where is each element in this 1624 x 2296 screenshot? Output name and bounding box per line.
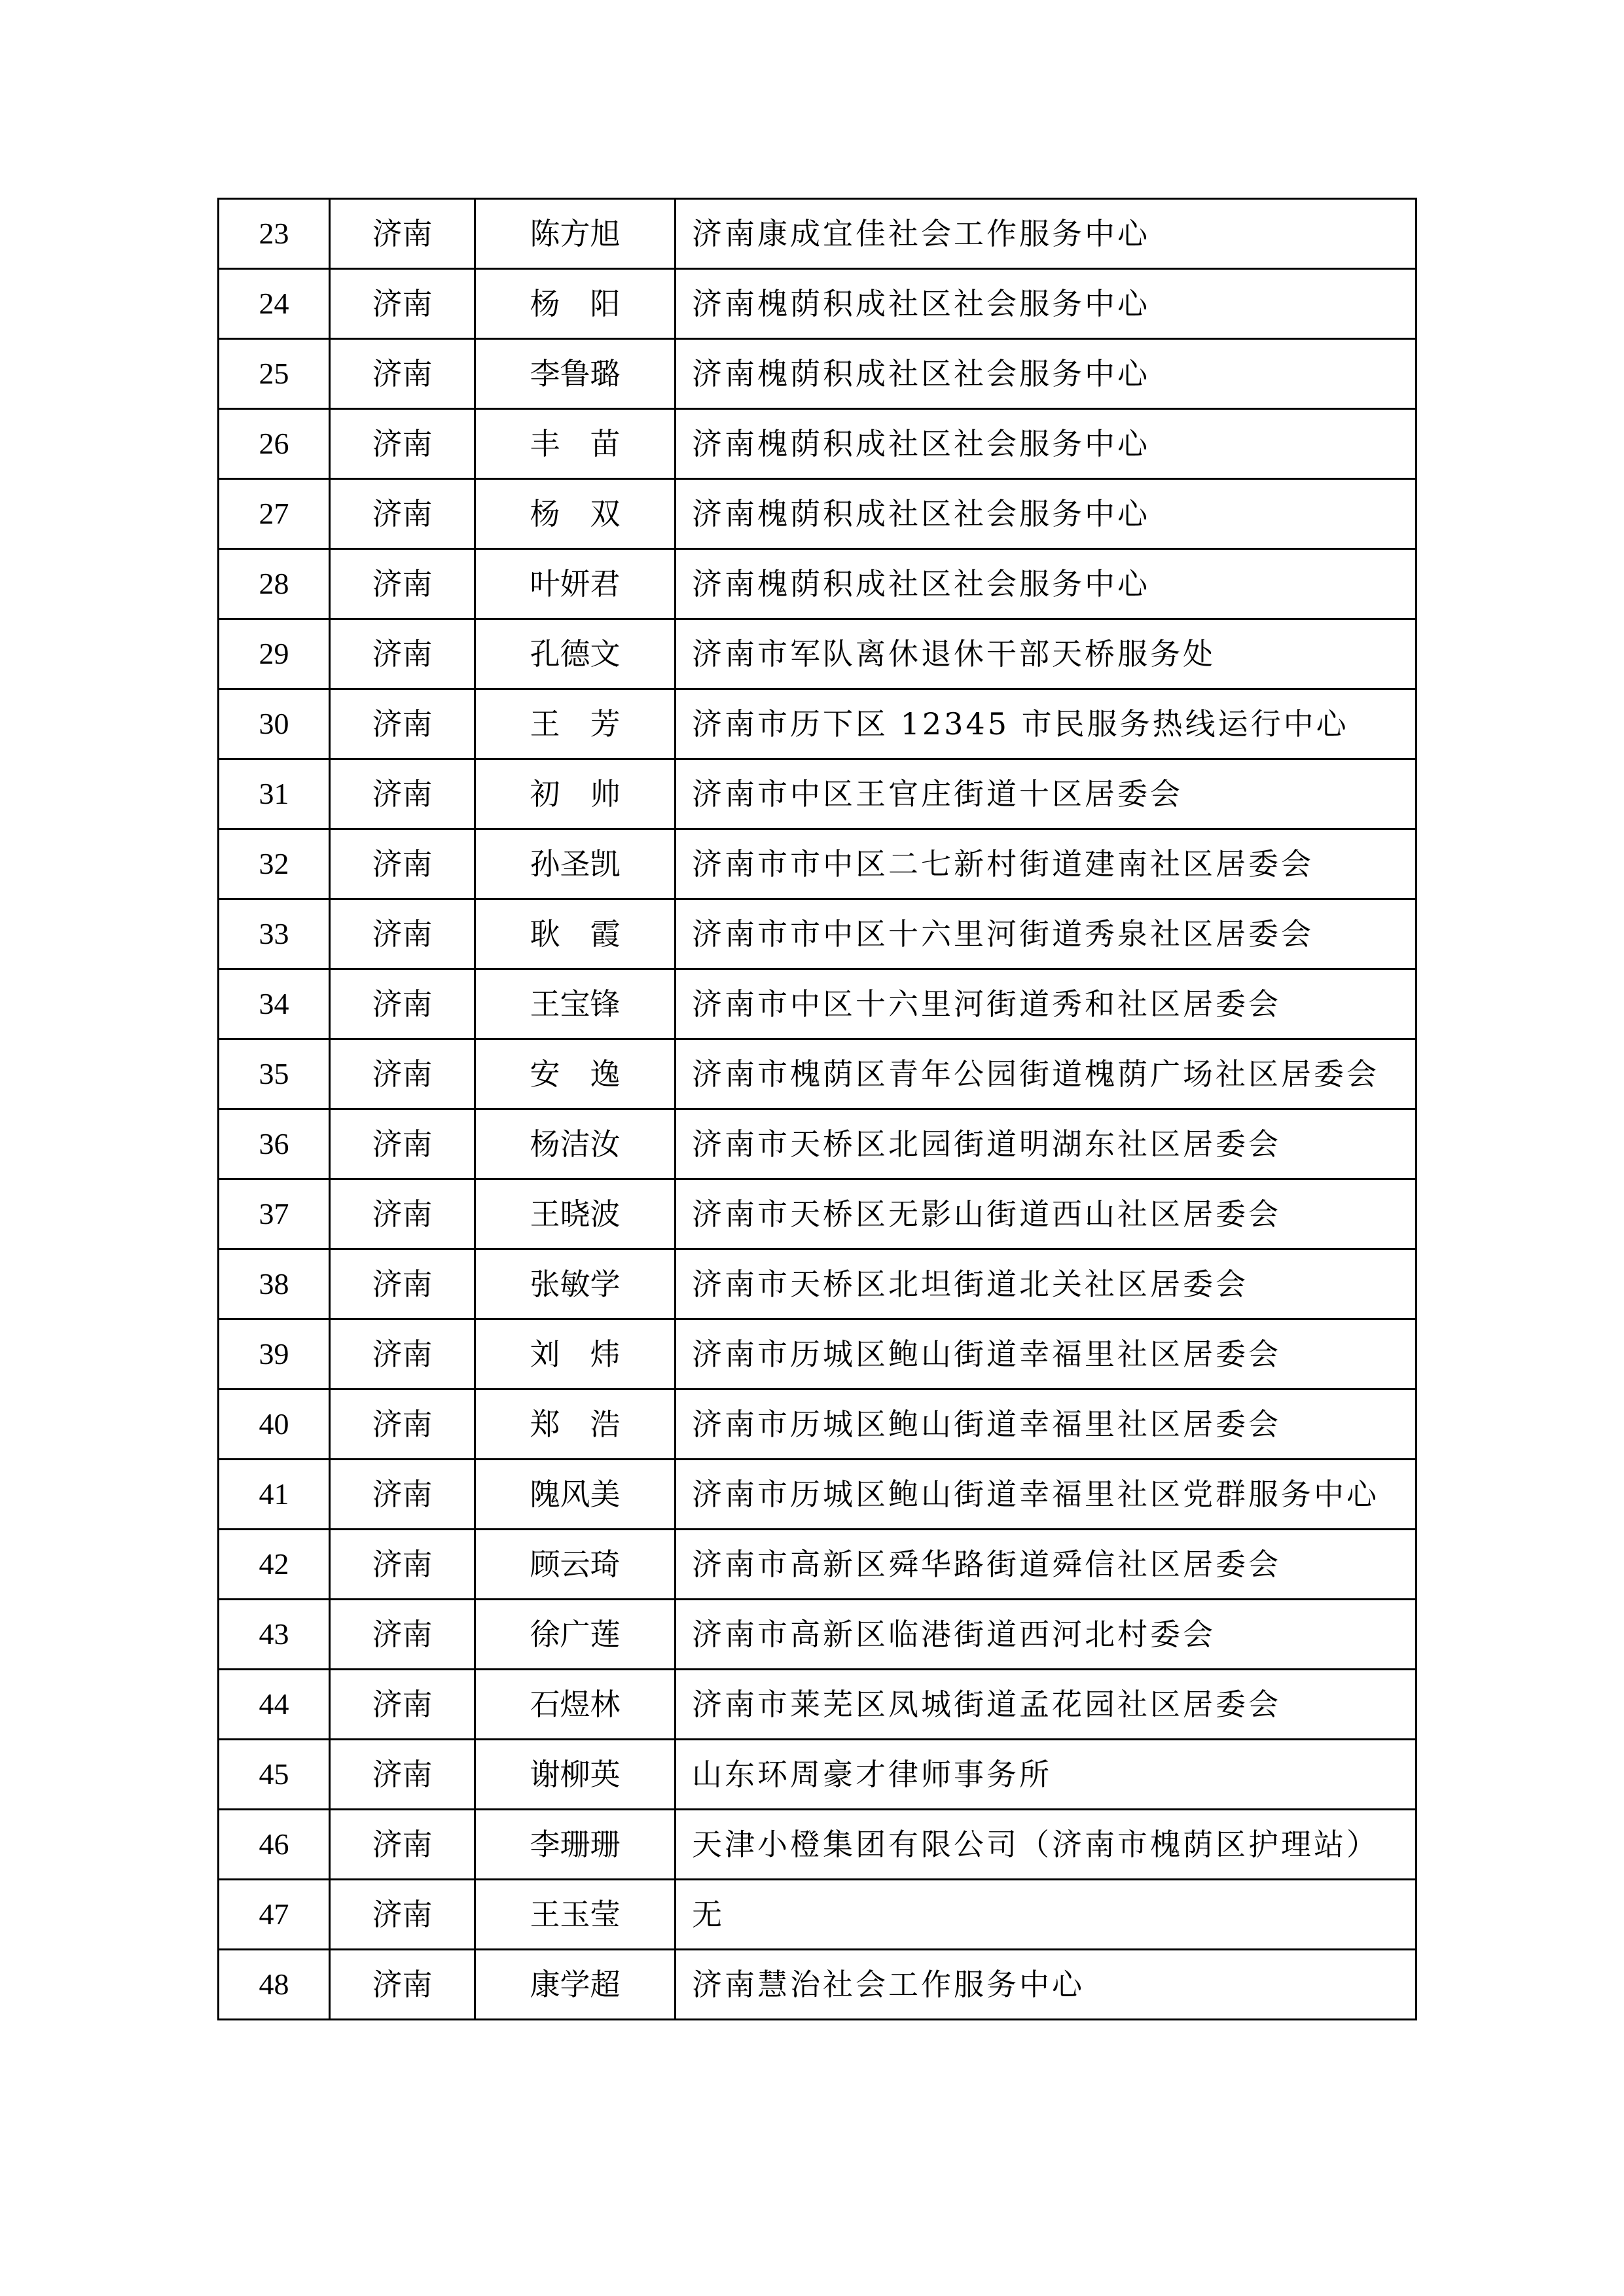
- row-organization: 无: [676, 1880, 1416, 1950]
- row-number: 42: [219, 1530, 330, 1600]
- row-person-name: 孔德文: [475, 619, 676, 689]
- row-person-name: 安 逸: [475, 1039, 676, 1109]
- row-number: 27: [219, 479, 330, 549]
- row-organization: 济南市市中区十六里河街道秀泉社区居委会: [676, 899, 1416, 969]
- table-row: [219, 1530, 1416, 1600]
- row-person-name: 李珊珊: [475, 1810, 676, 1880]
- row-number: 30: [219, 689, 330, 759]
- roster-table: [217, 198, 1417, 2020]
- table-row: [219, 1740, 1416, 1810]
- row-city: 济南: [330, 1530, 475, 1600]
- row-number: 23: [219, 199, 330, 269]
- row-number: 28: [219, 549, 330, 619]
- row-city: 济南: [330, 339, 475, 409]
- row-person-name: 谢柳英: [475, 1740, 676, 1810]
- row-number: 26: [219, 409, 330, 479]
- row-person-name: 杨 阳: [475, 269, 676, 339]
- row-organization: 济南市市中区二七新村街道建南社区居委会: [676, 829, 1416, 899]
- row-city: 济南: [330, 1600, 475, 1670]
- row-person-name: 王晓波: [475, 1179, 676, 1249]
- row-number: 25: [219, 339, 330, 409]
- table-row: [219, 199, 1416, 269]
- row-organization: 济南槐荫积成社区社会服务中心: [676, 479, 1416, 549]
- table-row: [219, 829, 1416, 899]
- row-number: 37: [219, 1179, 330, 1249]
- row-person-name: 张敏学: [475, 1249, 676, 1319]
- row-person-name: 康学超: [475, 1950, 676, 2020]
- row-number: 36: [219, 1109, 330, 1179]
- table-row: [219, 1390, 1416, 1460]
- table-row: [219, 759, 1416, 829]
- row-organization: 济南市天桥区无影山街道西山社区居委会: [676, 1179, 1416, 1249]
- row-city: 济南: [330, 1810, 475, 1880]
- row-city: 济南: [330, 689, 475, 759]
- row-number: 43: [219, 1600, 330, 1670]
- row-person-name: 叶妍君: [475, 549, 676, 619]
- row-number: 40: [219, 1390, 330, 1460]
- row-person-name: 郑 浩: [475, 1390, 676, 1460]
- row-city: 济南: [330, 1039, 475, 1109]
- row-organization: 济南市莱芜区凤城街道孟花园社区居委会: [676, 1670, 1416, 1740]
- row-organization: 济南市军队离休退休干部天桥服务处: [676, 619, 1416, 689]
- row-city: 济南: [330, 199, 475, 269]
- row-city: 济南: [330, 1319, 475, 1390]
- table-row: [219, 619, 1416, 689]
- row-number: 24: [219, 269, 330, 339]
- row-organization: 济南市中区十六里河街道秀和社区居委会: [676, 969, 1416, 1039]
- row-number: 41: [219, 1460, 330, 1530]
- row-city: 济南: [330, 479, 475, 549]
- row-organization: 济南槐荫积成社区社会服务中心: [676, 409, 1416, 479]
- table-row: [219, 339, 1416, 409]
- row-organization: 济南槐荫积成社区社会服务中心: [676, 339, 1416, 409]
- row-city: 济南: [330, 1249, 475, 1319]
- row-organization: 济南慧治社会工作服务中心: [676, 1950, 1416, 2020]
- row-number: 34: [219, 969, 330, 1039]
- row-city: 济南: [330, 759, 475, 829]
- row-person-name: 杨洁汝: [475, 1109, 676, 1179]
- row-person-name: 顾云琦: [475, 1530, 676, 1600]
- row-city: 济南: [330, 829, 475, 899]
- row-city: 济南: [330, 1109, 475, 1179]
- row-person-name: 杨 双: [475, 479, 676, 549]
- row-organization: 济南槐荫积成社区社会服务中心: [676, 269, 1416, 339]
- table-row: [219, 1179, 1416, 1249]
- row-organization: 济南康成宜佳社会工作服务中心: [676, 199, 1416, 269]
- table-row: [219, 969, 1416, 1039]
- row-organization: 济南槐荫积成社区社会服务中心: [676, 549, 1416, 619]
- row-number: 45: [219, 1740, 330, 1810]
- row-number: 39: [219, 1319, 330, 1390]
- row-person-name: 孙圣凯: [475, 829, 676, 899]
- row-organization: 济南市天桥区北园街道明湖东社区居委会: [676, 1109, 1416, 1179]
- row-person-name: 刘 炜: [475, 1319, 676, 1390]
- row-city: 济南: [330, 1880, 475, 1950]
- row-number: 38: [219, 1249, 330, 1319]
- row-person-name: 王 芳: [475, 689, 676, 759]
- row-organization: 济南市中区王官庄街道十区居委会: [676, 759, 1416, 829]
- table-row: [219, 1039, 1416, 1109]
- row-person-name: 丰 苗: [475, 409, 676, 479]
- table-row: [219, 1670, 1416, 1740]
- table-row: [219, 1600, 1416, 1670]
- table-row: [219, 1460, 1416, 1530]
- row-person-name: 石煜林: [475, 1670, 676, 1740]
- row-organization: 济南市历下区 12345 市民服务热线运行中心: [676, 689, 1416, 759]
- row-person-name: 王玉莹: [475, 1880, 676, 1950]
- row-city: 济南: [330, 1740, 475, 1810]
- row-city: 济南: [330, 969, 475, 1039]
- table-row: [219, 1319, 1416, 1390]
- row-person-name: 王宝锋: [475, 969, 676, 1039]
- row-number: 46: [219, 1810, 330, 1880]
- table-row: [219, 689, 1416, 759]
- row-organization: 济南市槐荫区青年公园街道槐荫广场社区居委会: [676, 1039, 1416, 1109]
- row-city: 济南: [330, 1179, 475, 1249]
- row-number: 32: [219, 829, 330, 899]
- row-organization: 济南市历城区鲍山街道幸福里社区居委会: [676, 1390, 1416, 1460]
- row-organization: 济南市高新区舜华路街道舜信社区居委会: [676, 1530, 1416, 1600]
- table-row: [219, 899, 1416, 969]
- row-number: 48: [219, 1950, 330, 2020]
- row-number: 29: [219, 619, 330, 689]
- table-row: [219, 1249, 1416, 1319]
- row-organization: 济南市天桥区北坦街道北关社区居委会: [676, 1249, 1416, 1319]
- row-city: 济南: [330, 1950, 475, 2020]
- row-city: 济南: [330, 1670, 475, 1740]
- row-city: 济南: [330, 1460, 475, 1530]
- table-row: [219, 1880, 1416, 1950]
- row-person-name: 耿 霞: [475, 899, 676, 969]
- row-city: 济南: [330, 549, 475, 619]
- row-organization: 济南市历城区鲍山街道幸福里社区党群服务中心: [676, 1460, 1416, 1530]
- table-row: [219, 1950, 1416, 2020]
- row-person-name: 初 帅: [475, 759, 676, 829]
- row-number: 33: [219, 899, 330, 969]
- row-organization: 天津小橙集团有限公司（济南市槐荫区护理站）: [676, 1810, 1416, 1880]
- row-organization: 济南市高新区临港街道西河北村委会: [676, 1600, 1416, 1670]
- table-row: [219, 479, 1416, 549]
- row-person-name: 陈方旭: [475, 199, 676, 269]
- table-row: [219, 549, 1416, 619]
- row-city: 济南: [330, 409, 475, 479]
- row-number: 44: [219, 1670, 330, 1740]
- row-number: 35: [219, 1039, 330, 1109]
- row-city: 济南: [330, 619, 475, 689]
- table-row: [219, 409, 1416, 479]
- row-city: 济南: [330, 899, 475, 969]
- row-organization: 济南市历城区鲍山街道幸福里社区居委会: [676, 1319, 1416, 1390]
- row-person-name: 隗风美: [475, 1460, 676, 1530]
- row-city: 济南: [330, 1390, 475, 1460]
- roster-table-body: [219, 199, 1416, 2020]
- row-number: 31: [219, 759, 330, 829]
- row-number: 47: [219, 1880, 330, 1950]
- row-person-name: 徐广莲: [475, 1600, 676, 1670]
- table-row: [219, 1810, 1416, 1880]
- table-row: [219, 269, 1416, 339]
- row-person-name: 李鲁璐: [475, 339, 676, 409]
- row-city: 济南: [330, 269, 475, 339]
- table-row: [219, 1109, 1416, 1179]
- row-organization: 山东环周豪才律师事务所: [676, 1740, 1416, 1810]
